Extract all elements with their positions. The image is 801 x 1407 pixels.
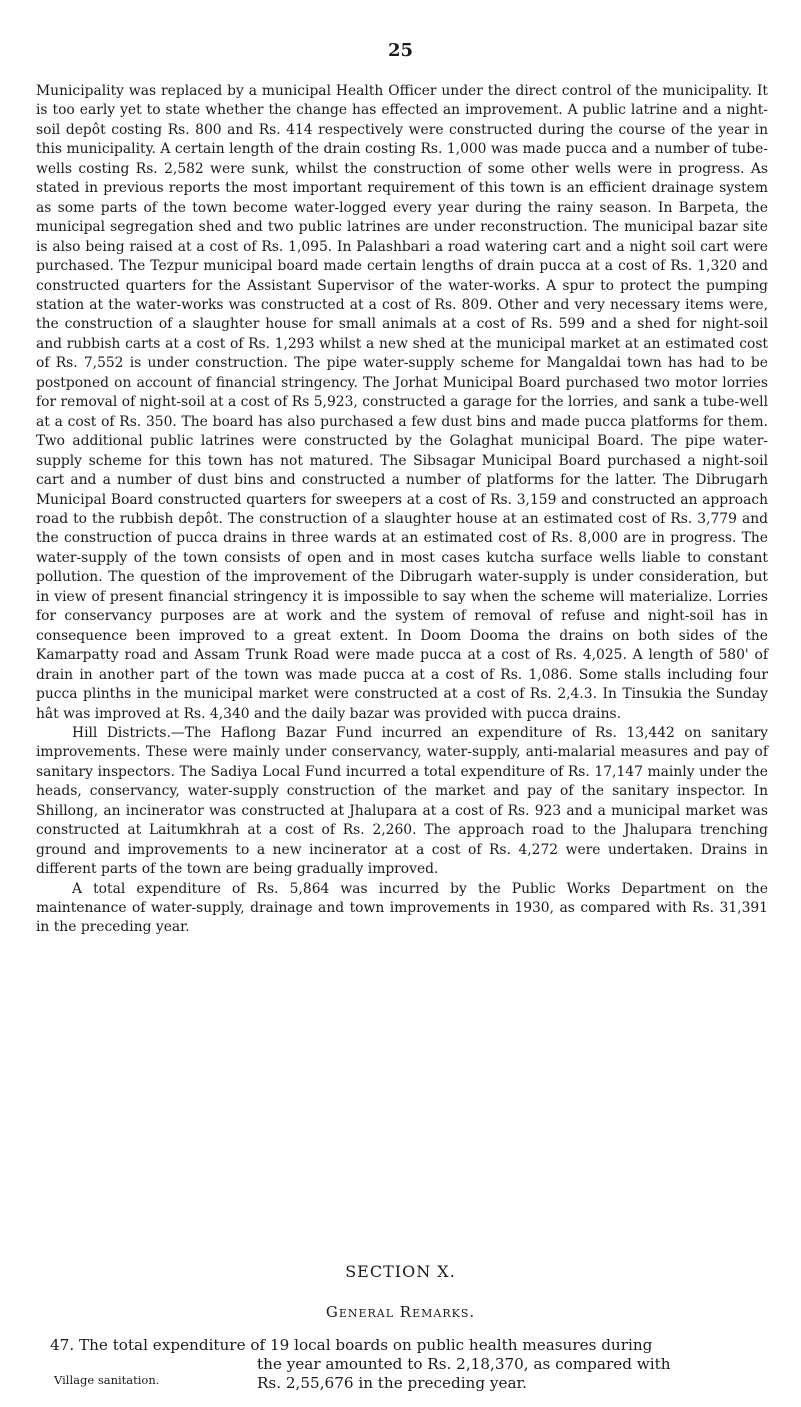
paragraph-public-works: A total expenditure of Rs. 5,864 was incurred by the Public Works Department on the maintenance of water-supply, drainage and town improvements in 1930, as compared with Rs. 31,391 in the preceding year. [36, 880, 768, 936]
margin-note: Village sanitation. [54, 1373, 160, 1387]
paragraph-47-line-2: the year amounted to Rs. 2,18,370, as compared with [257, 1355, 671, 1373]
body-text [36, 82, 768, 938]
paragraph-47-line-3: Rs. 2,55,676 in the preceding year. [257, 1374, 527, 1392]
paragraph-hill-districts: Hill Districts.—The Haflong Bazar Fund incurred an expenditure of Rs. 13,442 on sanitary improvements. These were mainly under conservancy, water-supply, anti-malarial measures and pay of sanitary inspectors. The Sadiya Local Fund incurred a total expenditure of Rs. 17,147 mainly under the heads, conservancy, water-supply construction of the market and pay of the sanitary inspector. In Shillong, an incinerator was constructed at Jhalupara at a cost of Rs. 923 and a municipal market was constructed at Laitumkhrah at a cost of Rs. 2,260. The approach road to the Jhalupara trenching ground and improvements to a new incinerator at a cost of Rs. 4,272 were undertaken. Drains in different parts of the town are being gradually improved. [36, 724, 768, 878]
page-number: 25 [387, 40, 414, 61]
section-title: SECTION X. [345, 1262, 456, 1281]
paragraph-municipalities: Municipality was replaced by a municipal Health Officer under the direct control of the municipality. It is too early yet to state whether the change has effected an improvement. A public latrine and a night-soil depôt costing Rs. 800 and Rs. 414 respectively were constructed during the course of the year in this municipality. A certain length of the drain costing Rs. 1,000 was made pucca and a number of tube-wells costing Rs. 2,582 were sunk, whilst the construction of some other wells were in progress. As stated in previous reports the most important requirement of this town is an efficient drainage system as some parts of the town become water-logged every year during the rainy season. In Barpeta, the municipal segregation shed and two public latrines are under reconstruction. The municipal bazar site is also being raised at a cost of Rs. 1,095. In Palashbari a road watering cart and a night soil cart were purchased. The Tezpur municipal board made certain lengths of drain pucca at a cost of Rs. 1,320 and constructed quarters for the Assistant Supervisor of the water-works. A spur to protect the pumping station at the water-works was constructed at a cost of Rs. 809. Other and very necessary items were, the construction of a slaughter house for small animals at a cost of Rs. 599 and a shed for night-soil and rubbish carts at a cost of Rs. 1,293 whilst a new shed at the municipal market at an estimated cost of Rs. 7,552 is under construction. The pipe water-supply scheme for Mangaldai town has had to be postponed on account of financial stringency. The Jorhat Municipal Board purchased two motor lorries for removal of night-soil at a cost of Rs 5,923, constructed a garage for the lorries, and sank a tube-well at a cost of Rs. 350. The board has also purchased a few dust bins and made pucca platforms for them. Two additional public latrines were constructed by the Golaghat municipal Board. The pipe water-supply scheme for this town has not matured. The Sibsagar Municipal Board purchased a night-soil cart and a number of dust bins and constructed a number of platforms for the latter. The Dibrugarh Municipal Board constructed quarters for sweepers at a cost of Rs. 3,159 and constructed an approach road to the rubbish depôt. The construction of a slaughter house at an estimated cost of Rs. 3,779 and the construction of pucca drains in three wards at an estimated cost of Rs. 8,000 are in progress. The water-supply of the town consists of open and in most cases kutcha surface wells liable to constant pollution. The question of the improvement of the Dibrugarh water-supply is under consideration, but in view of present financial stringency it is impossible to say when the scheme will materialize. Lorries for conservancy purposes are at work and the system of removal of refuse and night-soil has in consequence been improved to a great extent. In Doom Dooma the drains on both sides of the Kamarpatty road and Assam Trunk Road were made pucca at a cost of Rs. 4,025. A length of 580' of drain in another part of the town was made pucca at a cost of Rs. 1,086. Some stalls including four pucca plinths in the municipal market were constructed at a cost of Rs. 2,4.3. In Tinsukia the Sunday hât was improved at Rs. 4,340 and the daily bazar was provided with pucca drains. [36, 83, 768, 722]
section-subtitle: General Remarks. [325, 1303, 476, 1321]
paragraph-47-line-1: 47. The total expenditure of 19 local boards on public health measures during [50, 1336, 653, 1354]
